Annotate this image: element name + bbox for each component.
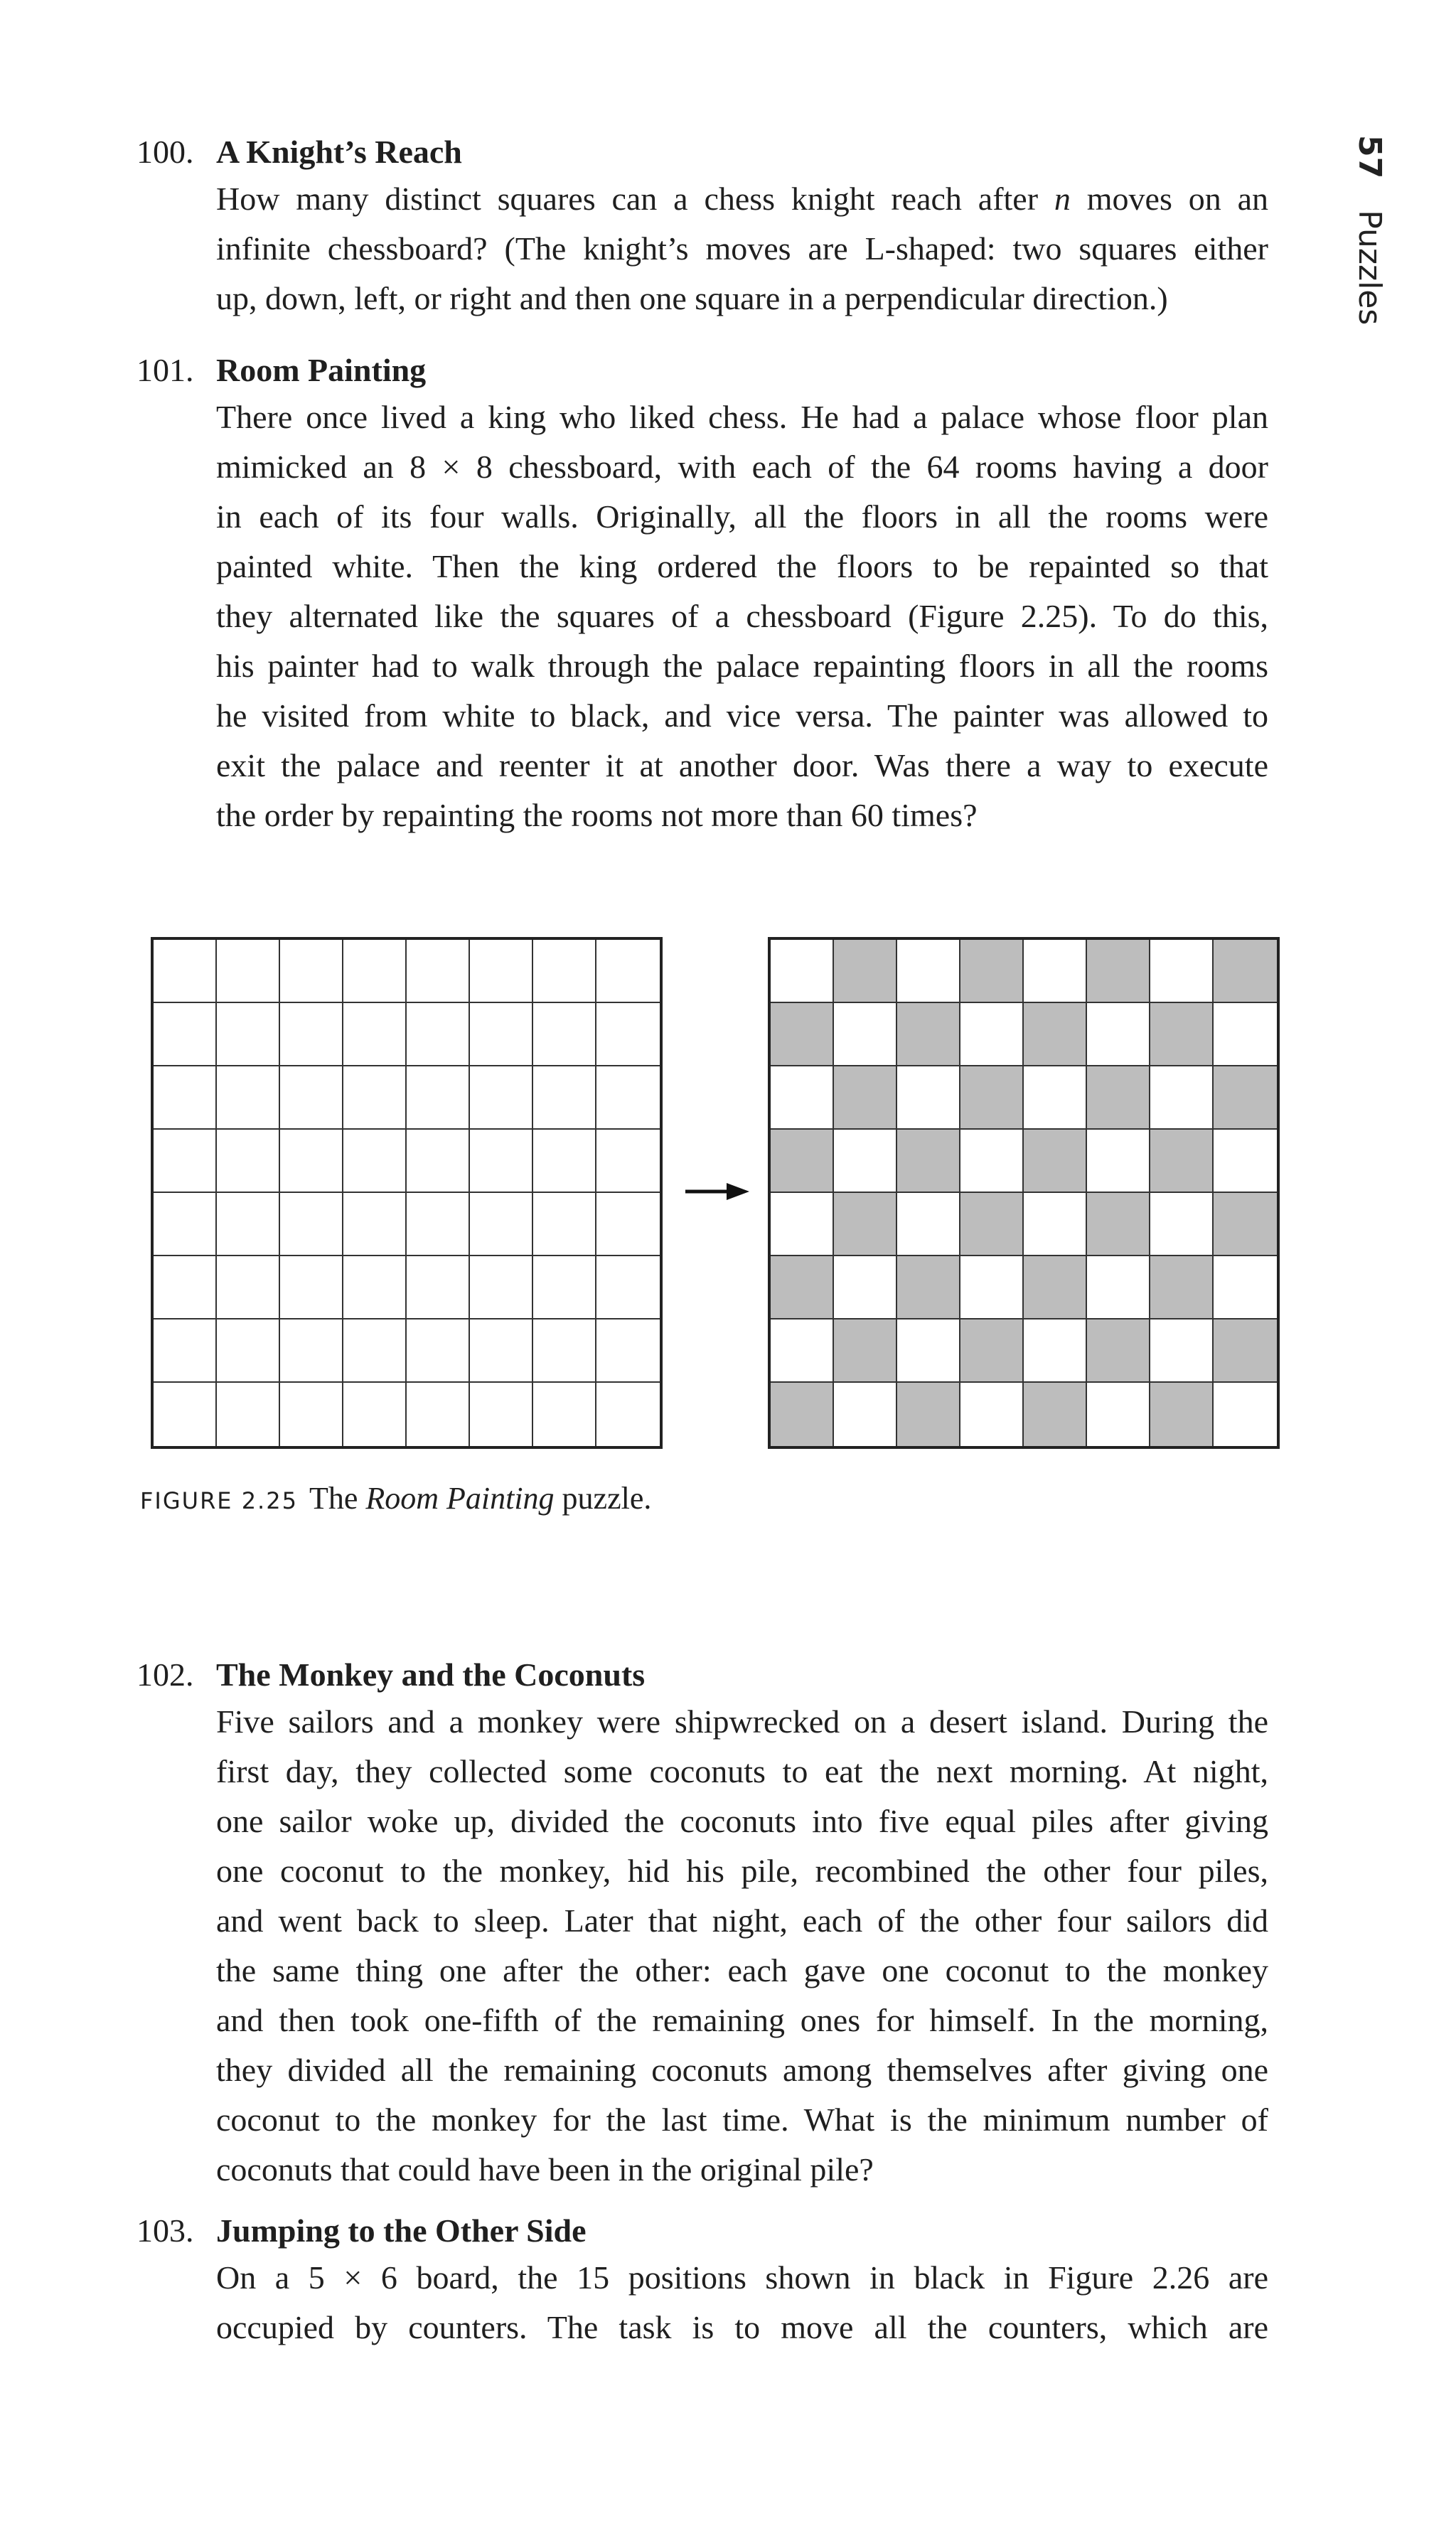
board-square-light <box>154 940 217 1003</box>
board-square-dark <box>960 1066 1024 1130</box>
board-square-dark <box>1024 1383 1087 1446</box>
board-square-dark <box>960 1319 1024 1383</box>
text-line: occupied by counters. The task is to move all the counters, which are <box>216 2309 1268 2345</box>
problem-number: 100. <box>136 134 194 170</box>
board-square-light <box>343 1003 407 1066</box>
problem-text <box>216 174 1268 323</box>
text-line: he visited from white to black, and vice versa. The painter was allowed to <box>216 697 1268 734</box>
board-square-dark <box>1150 1383 1214 1446</box>
figure-caption: FIGURE 2.25 The Room Painting puzzle. <box>140 1481 652 1516</box>
board-square-light <box>897 1193 960 1256</box>
board-square-light <box>154 1383 217 1446</box>
text-line: they alternated like the squares of a chessboard (Figure 2.25). To do this, <box>216 598 1268 634</box>
board-square-light <box>154 1319 217 1383</box>
board-square-dark <box>1214 1066 1277 1130</box>
text-line: his painter had to walk through the palace repainting floors in all the rooms <box>216 648 1268 684</box>
board-square-dark <box>1087 1066 1150 1130</box>
board-square-light <box>834 1383 897 1446</box>
board-square-light <box>1087 1383 1150 1446</box>
text-line: How many distinct squares can a chess knight reach after n moves on an <box>216 181 1268 217</box>
text-line: one sailor woke up, divided the coconuts into five equal piles after giving <box>216 1803 1268 1839</box>
board-square-light <box>533 1193 596 1256</box>
problem-title: The Monkey and the Coconuts <box>216 1656 646 1693</box>
board-square-light <box>470 1319 533 1383</box>
board-square-light <box>407 1319 470 1383</box>
problem-102 <box>136 1653 1268 2195</box>
board-square-light <box>154 1193 217 1256</box>
board-square-dark <box>897 1130 960 1193</box>
board-square-light <box>217 1319 280 1383</box>
board-square-light <box>217 940 280 1003</box>
board-square-dark <box>1024 1256 1087 1319</box>
board-square-light <box>343 1383 407 1446</box>
board-square-dark <box>771 1383 834 1446</box>
board-square-light <box>596 1256 660 1319</box>
board-square-light <box>407 1193 470 1256</box>
board-square-light <box>596 1319 660 1383</box>
text-line: up, down, left, or right and then one square in a perpendicular direction.) <box>216 280 1168 316</box>
board-square-light <box>407 1130 470 1193</box>
board-square-dark <box>897 1003 960 1066</box>
board-square-dark <box>960 940 1024 1003</box>
board-square-light <box>1024 940 1087 1003</box>
text-line: exit the palace and reenter it at another door. Was there a way to execute <box>216 747 1268 783</box>
problem-101 <box>136 348 1268 840</box>
board-square-light <box>280 1066 343 1130</box>
board-square-light <box>154 1003 217 1066</box>
board-square-dark <box>771 1256 834 1319</box>
board-square-light <box>470 1130 533 1193</box>
text-line: the same thing one after the other: each gave one coconut to the monkey <box>216 1952 1268 1988</box>
board-square-light <box>533 1003 596 1066</box>
board-square-dark <box>897 1383 960 1446</box>
board-square-dark <box>1024 1003 1087 1066</box>
board-square-light <box>470 1383 533 1446</box>
board-square-light <box>217 1256 280 1319</box>
board-square-dark <box>771 1003 834 1066</box>
text-line: in each of its four walls. Originally, all the floors in all the rooms were <box>216 498 1268 535</box>
board-square-light <box>470 1256 533 1319</box>
board-square-dark <box>834 1319 897 1383</box>
section-title: Puzzles <box>1351 210 1388 326</box>
board-square-light <box>217 1066 280 1130</box>
board-square-light <box>533 940 596 1003</box>
board-square-dark <box>1214 940 1277 1003</box>
board-square-light <box>154 1256 217 1319</box>
board-square-light <box>1024 1319 1087 1383</box>
board-square-light <box>834 1256 897 1319</box>
problem-text <box>216 1697 1268 2195</box>
board-square-light <box>280 1319 343 1383</box>
board-square-light <box>596 1383 660 1446</box>
board-square-light <box>1150 940 1214 1003</box>
board-square-dark <box>1214 1193 1277 1256</box>
text-line: and then took one-fifth of the remaining ones for himself. In the morning, <box>216 2002 1268 2038</box>
board-square-dark <box>834 1066 897 1130</box>
board-square-light <box>897 1319 960 1383</box>
board-square-dark <box>1087 1319 1150 1383</box>
board-square-light <box>960 1130 1024 1193</box>
text-line: coconuts that could have been in the original pile? <box>216 2151 874 2188</box>
board-square-light <box>343 1130 407 1193</box>
board-square-light <box>596 940 660 1003</box>
running-head <box>1344 135 1408 334</box>
board-square-light <box>596 1130 660 1193</box>
board-square-light <box>533 1130 596 1193</box>
board-square-light <box>1214 1383 1277 1446</box>
problem-number: 101. <box>136 352 194 388</box>
board-square-light <box>771 1193 834 1256</box>
board-square-light <box>280 1130 343 1193</box>
board-square-light <box>217 1193 280 1256</box>
text-line: painted white. Then the king ordered the floors to be repainted so that <box>216 548 1268 584</box>
board-square-light <box>596 1193 660 1256</box>
board-square-light <box>1087 1130 1150 1193</box>
board-square-light <box>1214 1256 1277 1319</box>
board-square-light <box>470 1003 533 1066</box>
text-line: they divided all the remaining coconuts among themselves after giving one <box>216 2052 1268 2088</box>
board-square-light <box>470 1193 533 1256</box>
board-square-light <box>343 1256 407 1319</box>
figure-label: FIGURE 2.25 <box>140 1487 298 1514</box>
board-square-dark <box>1087 940 1150 1003</box>
board-square-light <box>280 1003 343 1066</box>
board-square-light <box>596 1003 660 1066</box>
board-square-dark <box>897 1256 960 1319</box>
board-square-light <box>771 1066 834 1130</box>
board-square-dark <box>834 940 897 1003</box>
board-square-dark <box>771 1130 834 1193</box>
board-square-light <box>280 1383 343 1446</box>
chessboard-before <box>151 937 663 1449</box>
board-square-light <box>154 1066 217 1130</box>
board-square-dark <box>960 1193 1024 1256</box>
board-square-light <box>280 940 343 1003</box>
problem-number: 103. <box>136 2212 194 2249</box>
board-square-light <box>407 940 470 1003</box>
text-line: and went back to sleep. Later that night, each of the other four sailors did <box>216 1902 1268 1939</box>
board-square-dark <box>834 1193 897 1256</box>
board-square-dark <box>1214 1319 1277 1383</box>
board-square-light <box>533 1066 596 1130</box>
board-square-light <box>1150 1193 1214 1256</box>
problem-title: A Knight’s Reach <box>216 134 462 170</box>
board-square-light <box>343 1193 407 1256</box>
text-line: Five sailors and a monkey were shipwrecked on a desert island. During the <box>216 1703 1268 1740</box>
board-square-light <box>1024 1066 1087 1130</box>
problem-title: Jumping to the Other Side <box>216 2212 587 2249</box>
board-square-dark <box>1150 1003 1214 1066</box>
board-square-light <box>897 1066 960 1130</box>
problem-100 <box>136 130 1268 323</box>
board-square-light <box>343 1066 407 1130</box>
text-line: On a 5 × 6 board, the 15 positions shown in black in Figure 2.26 are <box>216 2259 1268 2296</box>
board-square-light <box>834 1130 897 1193</box>
board-square-light <box>1087 1256 1150 1319</box>
board-square-light <box>960 1003 1024 1066</box>
figure-room-painting <box>151 937 1288 1463</box>
board-square-light <box>407 1256 470 1319</box>
board-square-light <box>1214 1003 1277 1066</box>
board-square-light <box>533 1383 596 1446</box>
board-square-light <box>771 1319 834 1383</box>
problem-text <box>216 2253 1268 2352</box>
chessboard-after <box>768 937 1280 1449</box>
board-square-light <box>217 1003 280 1066</box>
board-square-light <box>771 940 834 1003</box>
board-square-light <box>1150 1319 1214 1383</box>
board-square-light <box>596 1066 660 1130</box>
problem-title: Room Painting <box>216 352 427 388</box>
board-square-light <box>533 1319 596 1383</box>
arrow-right-icon <box>685 1179 749 1204</box>
text-line: infinite chessboard? (The knight’s moves are L-shaped: two squares either <box>216 230 1268 267</box>
board-square-dark <box>1150 1256 1214 1319</box>
text-line: coconut to the monkey for the last time. What is the minimum number of <box>216 2102 1268 2138</box>
text-line: first day, they collected some coconuts to eat the next morning. At night, <box>216 1753 1268 1789</box>
problem-text <box>216 392 1268 840</box>
board-square-light <box>280 1256 343 1319</box>
board-square-light <box>280 1193 343 1256</box>
board-square-light <box>1150 1066 1214 1130</box>
board-square-light <box>960 1256 1024 1319</box>
board-square-light <box>897 940 960 1003</box>
board-square-light <box>407 1066 470 1130</box>
board-square-light <box>533 1256 596 1319</box>
board-square-dark <box>1024 1130 1087 1193</box>
problem-103 <box>136 2209 1268 2352</box>
board-square-light <box>1087 1003 1150 1066</box>
board-square-light <box>343 1319 407 1383</box>
board-square-light <box>217 1130 280 1193</box>
text-line: one coconut to the monkey, hid his pile, recombined the other four piles, <box>216 1853 1268 1889</box>
board-square-dark <box>1087 1193 1150 1256</box>
text-line: mimicked an 8 × 8 chessboard, with each of the 64 rooms having a door <box>216 449 1268 485</box>
problem-number: 102. <box>136 1656 194 1693</box>
text-line: There once lived a king who liked chess. He had a palace whose floor plan <box>216 399 1268 435</box>
board-square-light <box>154 1130 217 1193</box>
board-square-light <box>960 1383 1024 1446</box>
board-square-light <box>343 940 407 1003</box>
board-square-light <box>407 1003 470 1066</box>
board-square-light <box>1024 1193 1087 1256</box>
board-square-light <box>407 1383 470 1446</box>
page-number: 57 <box>1351 135 1388 179</box>
board-square-light <box>834 1003 897 1066</box>
board-square-light <box>470 1066 533 1130</box>
board-square-dark <box>1150 1130 1214 1193</box>
text-line: the order by repainting the rooms not more than 60 times? <box>216 797 978 833</box>
board-square-light <box>1214 1130 1277 1193</box>
board-square-light <box>470 940 533 1003</box>
board-square-light <box>217 1383 280 1446</box>
